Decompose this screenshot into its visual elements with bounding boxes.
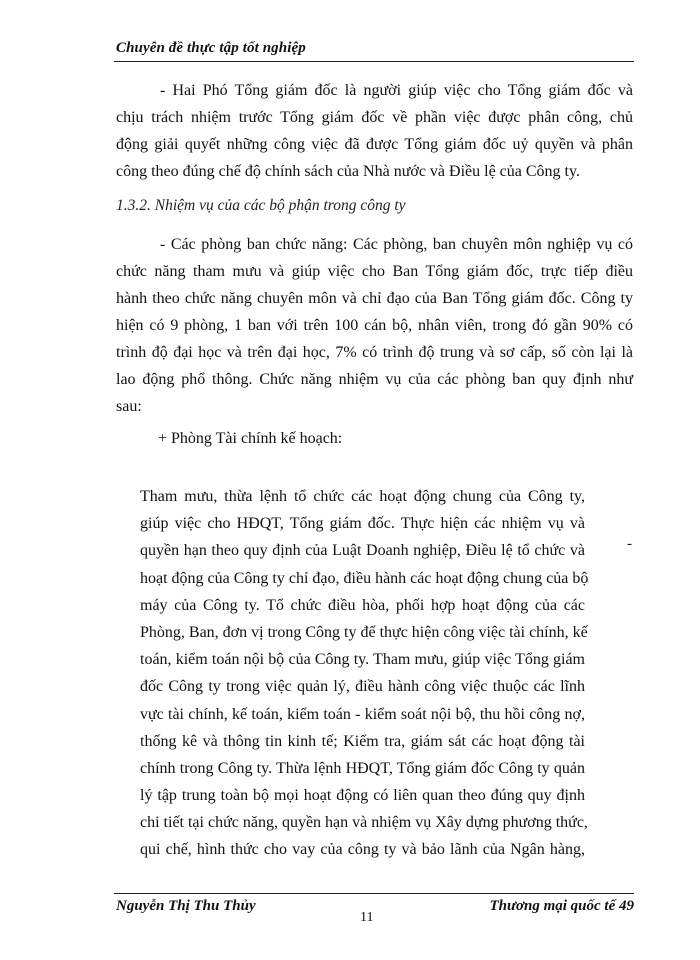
page-number: 11 [360,910,374,925]
paragraph-line: - Các phòng ban chức năng: Các phòng, ban chuyên môn nghiệp vụ có [160,236,633,253]
paragraph-line: toán, kiểm toán nội bộ của Công ty. Tham mưu, giúp việc Tổng giám [140,651,585,669]
footer-divider [114,893,634,894]
header-divider [114,61,634,62]
paragraph-line: hoạt động của Công ty chỉ đạo, điều hành các hoạt động chung của bộ [140,569,589,587]
paragraph-finance-duties [140,483,589,864]
paragraph-line: thống kê và thông tin kinh tế; Kiểm tra, giám sát các hoạt động tài [140,732,585,750]
paragraph-departments [116,231,633,420]
paragraph-line: chi tiết tại chức năng, quyền hạn và nhiệm vụ Xây dựng phương thức, [140,814,588,832]
paragraph-line: máy của Công ty. Tổ chức điều hòa, phối hợp hoạt động của các [140,596,585,614]
paragraph-line: hành theo chức năng chuyên môn và chỉ đạo của Ban Tổng giám đốc. Công ty [116,290,633,307]
paragraph-line: Tham mưu, thừa lệnh tổ chức các hoạt động chung của Công ty, [140,488,585,505]
subheading-finance-planning: + Phòng Tài chính kế hoạch: [158,430,343,447]
footer-author: Nguyễn Thị Thu Thủy [116,898,256,914]
paragraph-line: công theo đúng chế độ chính sách của Nhà nước và Điều lệ của Công ty. [116,163,580,180]
paragraph-line: sau: [116,398,142,415]
paragraph-vice-directors [116,77,633,185]
paragraph-line: động giải quyết những công việc đã được Tổng giám đốc uỷ quyền và phân [116,136,633,153]
paragraph-line: Phòng, Ban, đơn vị trong Công ty để thực hiện công việc tài chính, kế [140,623,588,641]
paragraph-line: đốc Công ty trong việc quản lý, điều hành công việc thuộc các lĩnh [140,678,585,696]
page-header-title: Chuyên đề thực tập tốt nghiệp [116,40,306,56]
section-heading: 1.3.2. Nhiệm vụ của các bộ phận trong công ty [116,197,406,214]
paragraph-line: - Hai Phó Tổng giám đốc là người giúp việc cho Tổng giám đốc và [160,82,633,99]
paragraph-line: hiện có 9 phòng, 1 ban với trên 100 cán bộ, nhân viên, trong đó gần 90% có [116,317,633,334]
footer-class-name: Thương mại quốc tế 49 [489,898,634,914]
margin-mark: - [627,536,632,552]
paragraph-line: quyền hạn theo quy định của Luật Doanh nghiệp, Điều lệ tổ chức và [140,542,585,560]
paragraph-line: qui chế, hình thức cho vay của công ty và bảo lãnh của Ngân hàng, [140,841,585,859]
paragraph-line: chính trong Công ty. Thừa lệnh HĐQT, Tổng giám đốc Công ty quản [140,759,585,777]
paragraph-line: chịu trách nhiệm trước Tổng giám đốc về phần việc được phân công, chủ [116,109,633,126]
paragraph-line: lý tập trung toàn bộ mọi hoạt động có liên quan theo đúng quy định [140,787,585,805]
paragraph-line: trình độ đại học và trên đại học, 7% có trình độ trung và sơ cấp, số còn lại là [116,344,633,361]
paragraph-line: vực tài chính, kế toán, kiểm toán - kiểm soát nội bộ, thu hồi công nợ, [140,705,585,723]
paragraph-line: chức năng tham mưu và giúp việc cho Ban Tổng giám đốc, trực tiếp điều [116,263,633,280]
paragraph-line: giúp việc cho HĐQT, Tổng giám đốc. Thực hiện các nhiệm vụ và [140,515,585,533]
paragraph-line: lao động phổ thông. Chức năng nhiệm vụ của các phòng ban quy định như [116,371,633,388]
